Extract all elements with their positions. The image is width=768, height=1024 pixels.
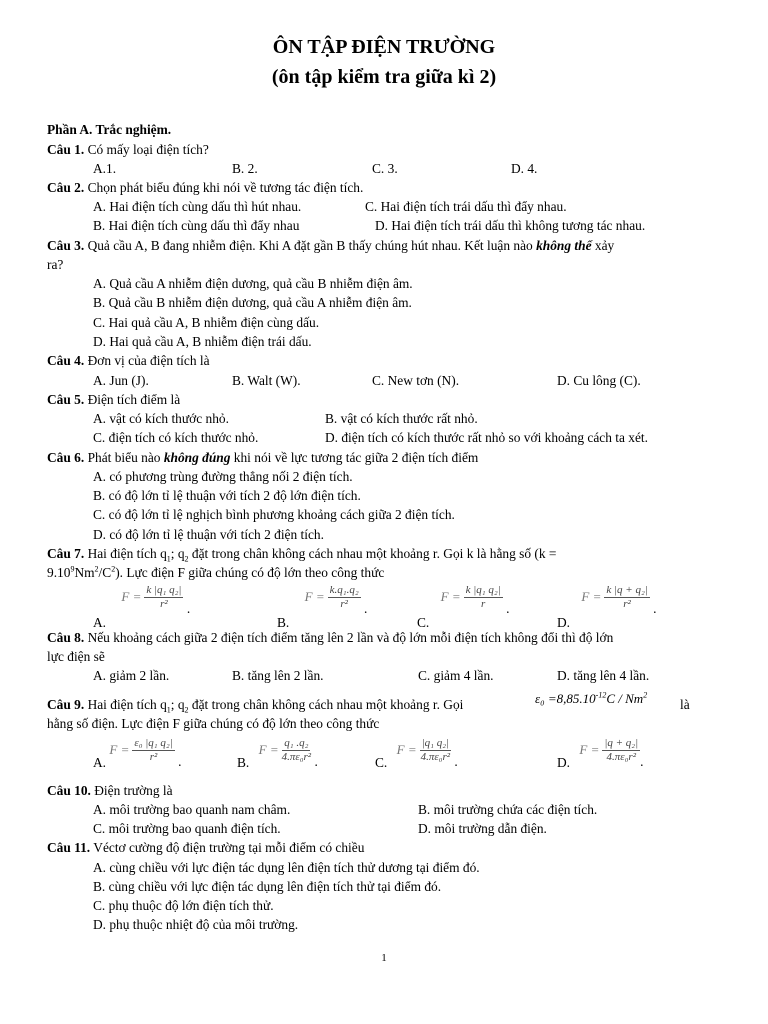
- q10-option-b: B. môi trường chứa các điện tích.: [418, 802, 598, 817]
- question-text: Nếu khoảng cách giữa 2 điện tích điểm tăng lên 2 lần và độ lớn mỗi điện tích không đổi thì độ lớn: [84, 630, 614, 645]
- question-text: Có mấy loại điện tích?: [84, 142, 209, 157]
- denominator: r: [481, 598, 486, 610]
- option-letter: D.: [557, 614, 571, 630]
- q7-option-a: [93, 584, 191, 630]
- question-text: ; q: [170, 697, 185, 712]
- subscript: 2: [184, 705, 189, 715]
- question-3: [47, 239, 614, 252]
- option-letter: C.: [375, 754, 388, 770]
- q5-option-b: B. vật có kích thước rất nhỏ.: [325, 411, 478, 426]
- fraction: [328, 585, 361, 610]
- question-text: Điện trường là: [90, 783, 173, 798]
- question-label: Câu 11.: [47, 840, 91, 855]
- question-7-continued: [47, 566, 384, 579]
- q1-option-b: B. 2.: [232, 161, 258, 176]
- numerator: |q₁ q₂|: [421, 737, 450, 749]
- question-text: đặt trong chân không cách nhau một khoảng r. Gọi k là hằng số (k =: [188, 546, 557, 561]
- question-label: Câu 6.: [47, 450, 85, 465]
- superscript: 9: [70, 564, 75, 574]
- q5-option-c: C. điện tích có kích thước nhỏ.: [93, 430, 259, 445]
- formula-lhs: F =: [579, 741, 600, 757]
- formula-lhs: F =: [396, 741, 417, 757]
- question-label: Câu 7.: [47, 546, 85, 561]
- q3-option-b: B. Quả cầu B nhiễm điện dương, quả cầu A nhiễm điện âm.: [93, 295, 412, 310]
- question-label: Câu 2.: [47, 180, 85, 195]
- question-label: Câu 10.: [47, 783, 91, 798]
- q3-option-d: D. Hai quả cầu A, B nhiễm điện trái dấu.: [93, 334, 312, 349]
- fraction: [282, 738, 312, 763]
- fraction: [420, 738, 451, 763]
- denominator: r²: [340, 598, 348, 610]
- formula-lhs: F =: [109, 741, 130, 757]
- text: Nm: [74, 565, 95, 580]
- numerator: k |q + q₂|: [606, 584, 648, 596]
- q2-option-d: D. Hai điện tích trái dấu thì không tương tác nhau.: [375, 218, 646, 233]
- superscript: 2: [111, 564, 116, 574]
- formula: F = $\frac{\text{k |q + q₂|}}{\text{r²}}$ .: [581, 584, 657, 616]
- q11-option-c: C. phụ thuộc độ lớn điện tích thử.: [93, 898, 274, 913]
- q6-option-a: A. có phương trùng đường thẳng nối 2 điện tích.: [93, 469, 353, 484]
- denominator: 4.πε₀r²: [281, 751, 312, 763]
- epsilon-unit: C / Nm: [606, 691, 644, 706]
- question-11: [47, 841, 364, 854]
- question-text: Điện tích điểm là: [84, 392, 181, 407]
- formula-lhs: F =: [581, 588, 602, 604]
- document-subtitle: (ôn tập kiểm tra giữa kì 2): [271, 66, 497, 88]
- question-text: xảy: [591, 238, 615, 253]
- q6-option-b: B. có độ lớn tỉ lệ thuận với tích 2 độ lớn điện tích.: [93, 488, 361, 503]
- q2-option-a: A. Hai điện tích cùng dấu thì hút nhau.: [93, 199, 302, 214]
- q8-option-b: B. tăng lên 2 lần.: [232, 668, 324, 683]
- numerator: k |q₁ q₂|: [146, 584, 182, 596]
- question-text: đặt trong chân không cách nhau một khoảng r. Gọi: [188, 697, 464, 712]
- q2-option-c: C. Hai điện tích trái dấu thì đẩy nhau.: [365, 199, 567, 214]
- q11-option-d: D. phụ thuộc nhiệt độ của môi trường.: [93, 917, 299, 932]
- text: ). Lực điện F giữa chúng có độ lớn theo công thức: [115, 565, 385, 580]
- fraction: [464, 585, 503, 610]
- numerator: |q + q₂|: [604, 737, 639, 749]
- q5-option-a: A. vật có kích thước nhỏ.: [93, 411, 229, 426]
- question-8-continued: lực điện sẽ: [47, 649, 105, 664]
- q9-option-a: [93, 737, 182, 770]
- option-letter: A.: [93, 754, 107, 770]
- option-letter: B.: [237, 754, 250, 770]
- question-label: Câu 9.: [47, 697, 85, 712]
- question-text: ; q: [170, 546, 185, 561]
- q8-option-d: D. tăng lên 4 lần.: [557, 668, 650, 683]
- q10-option-a: A. môi trường bao quanh nam châm.: [93, 802, 291, 817]
- q5-option-d: D. điện tích có kích thước rất nhỏ so với khoảng cách ta xét.: [325, 430, 648, 445]
- question-9-continued: hằng số điện. Lực điện F giữa chúng có độ lớn theo công thức: [47, 716, 380, 731]
- denominator: r²: [149, 751, 158, 763]
- q6-option-d: D. có độ lớn tỉ lệ thuận với tích 2 điện tích.: [93, 527, 324, 542]
- subscript: 1: [166, 705, 171, 715]
- formula-lhs: F =: [440, 588, 461, 604]
- question-text: Chọn phát biểu đúng khi nói về tương tác điện tích.: [84, 180, 364, 195]
- fraction: [144, 585, 183, 610]
- q4-option-b: B. Walt (W).: [232, 373, 301, 388]
- q4-option-a: A. Jun (J).: [93, 373, 149, 388]
- question-label: Câu 5.: [47, 392, 85, 407]
- epsilon-constant: [535, 692, 647, 705]
- numerator: ε₀ |q₁ q₂|: [134, 737, 173, 749]
- question-label: Câu 8.: [47, 630, 85, 645]
- question-label: Câu 3.: [47, 238, 85, 253]
- formula: F = $\frac{\text{k.q₁.q₂}}{\text{r²}}$ .: [304, 584, 368, 616]
- question-9: [47, 697, 464, 715]
- formula-lhs: F =: [258, 741, 279, 757]
- q9-option-b: [237, 737, 318, 770]
- question-text: khi nói về lực tương tác giữa 2 điện tích điểm: [230, 450, 479, 465]
- superscript: 2: [643, 690, 648, 700]
- question-4: [47, 354, 210, 367]
- option-letter: D.: [557, 754, 571, 770]
- document-title: ÔN TẬP ĐIỆN TRƯỜNG: [272, 36, 496, 58]
- question-1: [47, 143, 209, 156]
- q8-option-c: C. giảm 4 lần.: [418, 668, 494, 683]
- question-2: [47, 181, 363, 194]
- question-label: Câu 1.: [47, 142, 85, 157]
- question-text: Phát biểu nào: [84, 450, 164, 465]
- formula-lhs: F =: [304, 588, 325, 604]
- q9-option-c: [375, 737, 458, 770]
- numerator: k |q₁ q₂|: [465, 584, 501, 596]
- emphasis: không thể: [536, 238, 592, 253]
- question-5: [47, 393, 180, 406]
- question-text: Hai điện tích q: [84, 546, 167, 561]
- section-heading: Phần A. Trắc nghiệm.: [47, 122, 172, 137]
- text: 9.10: [47, 565, 71, 580]
- q4-option-d: D. Cu lông (C).: [557, 373, 641, 388]
- q1-option-a: A.1.: [93, 161, 117, 176]
- subscript: 2: [184, 554, 189, 564]
- q8-option-a: A. giảm 2 lần.: [93, 668, 170, 683]
- q6-option-c: C. có độ lớn tỉ lệ nghịch bình phương khoảng cách giữa 2 điện tích.: [93, 507, 455, 522]
- superscript: 2: [94, 564, 99, 574]
- q11-option-a: A. cùng chiều với lực điện tác dụng lên điện tích thử dương tại điểm đó.: [93, 860, 480, 875]
- q7-option-b: [277, 584, 368, 630]
- numerator: k.q₁.q₂: [329, 584, 359, 596]
- q11-option-b: B. cùng chiều với lực điện tác dụng lên điện tích thử tại điểm đó.: [93, 879, 442, 894]
- q3-option-a: A. Quả cầu A nhiễm điện dương, quả cầu B nhiễm điện âm.: [93, 276, 413, 291]
- question-8: [47, 631, 613, 644]
- q10-option-d: D. môi trường dẫn điện.: [418, 821, 547, 836]
- q3-option-c: C. Hai quả cầu A, B nhiễm điện cùng dấu.: [93, 315, 320, 330]
- option-letter: A.: [93, 614, 107, 630]
- fraction: [602, 738, 640, 763]
- question-text: Hai điện tích q: [84, 697, 167, 712]
- formula-lhs: F =: [121, 588, 142, 604]
- q4-option-c: C. New tơn (N).: [372, 373, 460, 388]
- q7-option-d: [557, 584, 657, 630]
- question-text: Véctơ cường độ điện trường tại mỗi điểm có chiều: [90, 840, 365, 855]
- q1-option-c: C. 3.: [372, 161, 398, 176]
- numerator: q₁ .q₂: [284, 737, 309, 749]
- formula: F = $\frac{\text{k |q₁ q₂|}}{\text{r²}}$ .: [121, 584, 191, 616]
- epsilon-value: ε₀ =8,85.10: [535, 691, 596, 706]
- option-letter: B.: [277, 614, 290, 630]
- fraction: [604, 585, 649, 610]
- question-label: Câu 4.: [47, 353, 85, 368]
- q1-option-d: D. 4.: [511, 161, 538, 176]
- formula: F = $\frac{\text{k |q₁ q₂|}}{r}$ .: [440, 584, 510, 616]
- subscript: 1: [166, 554, 171, 564]
- question-7: [47, 546, 557, 564]
- formula: F = $\frac{\text{|q + q₂|}}{\text{4.πε₀r²}}$ .: [579, 737, 644, 769]
- q7-option-c: [417, 584, 510, 630]
- formula: F = $\frac{\text{q₁ .q₂}}{\text{4.πε₀r²}}$ .: [258, 737, 318, 769]
- question-3-continued: ra?: [47, 257, 64, 272]
- formula: F = $\frac{\text{|q₁ q₂|}}{\text{4.πε₀r²}}$ .: [396, 737, 458, 769]
- q10-option-c: C. môi trường bao quanh điện tích.: [93, 821, 281, 836]
- superscript: -12: [595, 690, 607, 700]
- denominator: r²: [623, 598, 631, 610]
- question-9-la: là: [680, 697, 690, 712]
- question-6: [47, 451, 478, 464]
- fraction: [132, 738, 174, 763]
- text: /C: [98, 565, 112, 580]
- emphasis: không đúng: [163, 450, 231, 465]
- denominator: r²: [160, 598, 168, 610]
- denominator: 4.πε₀r²: [420, 751, 451, 763]
- question-10: [47, 784, 173, 797]
- question-text: Quả cầu A, B đang nhiễm điện. Khi A đặt gần B thấy chúng hút nhau. Kết luận nào: [84, 238, 537, 253]
- option-letter: C.: [417, 614, 430, 630]
- formula: F = $\frac{\text{ε₀ |q₁ q₂|}}{\text{r²}}$ .: [109, 737, 182, 769]
- q9-option-d: [557, 737, 644, 770]
- denominator: 4.πε₀r²: [606, 751, 636, 763]
- q2-option-b: B. Hai điện tích cùng dấu thì đẩy nhau: [93, 218, 300, 233]
- page-number: 1: [381, 952, 387, 964]
- question-text: Đơn vị của điện tích là: [84, 353, 210, 368]
